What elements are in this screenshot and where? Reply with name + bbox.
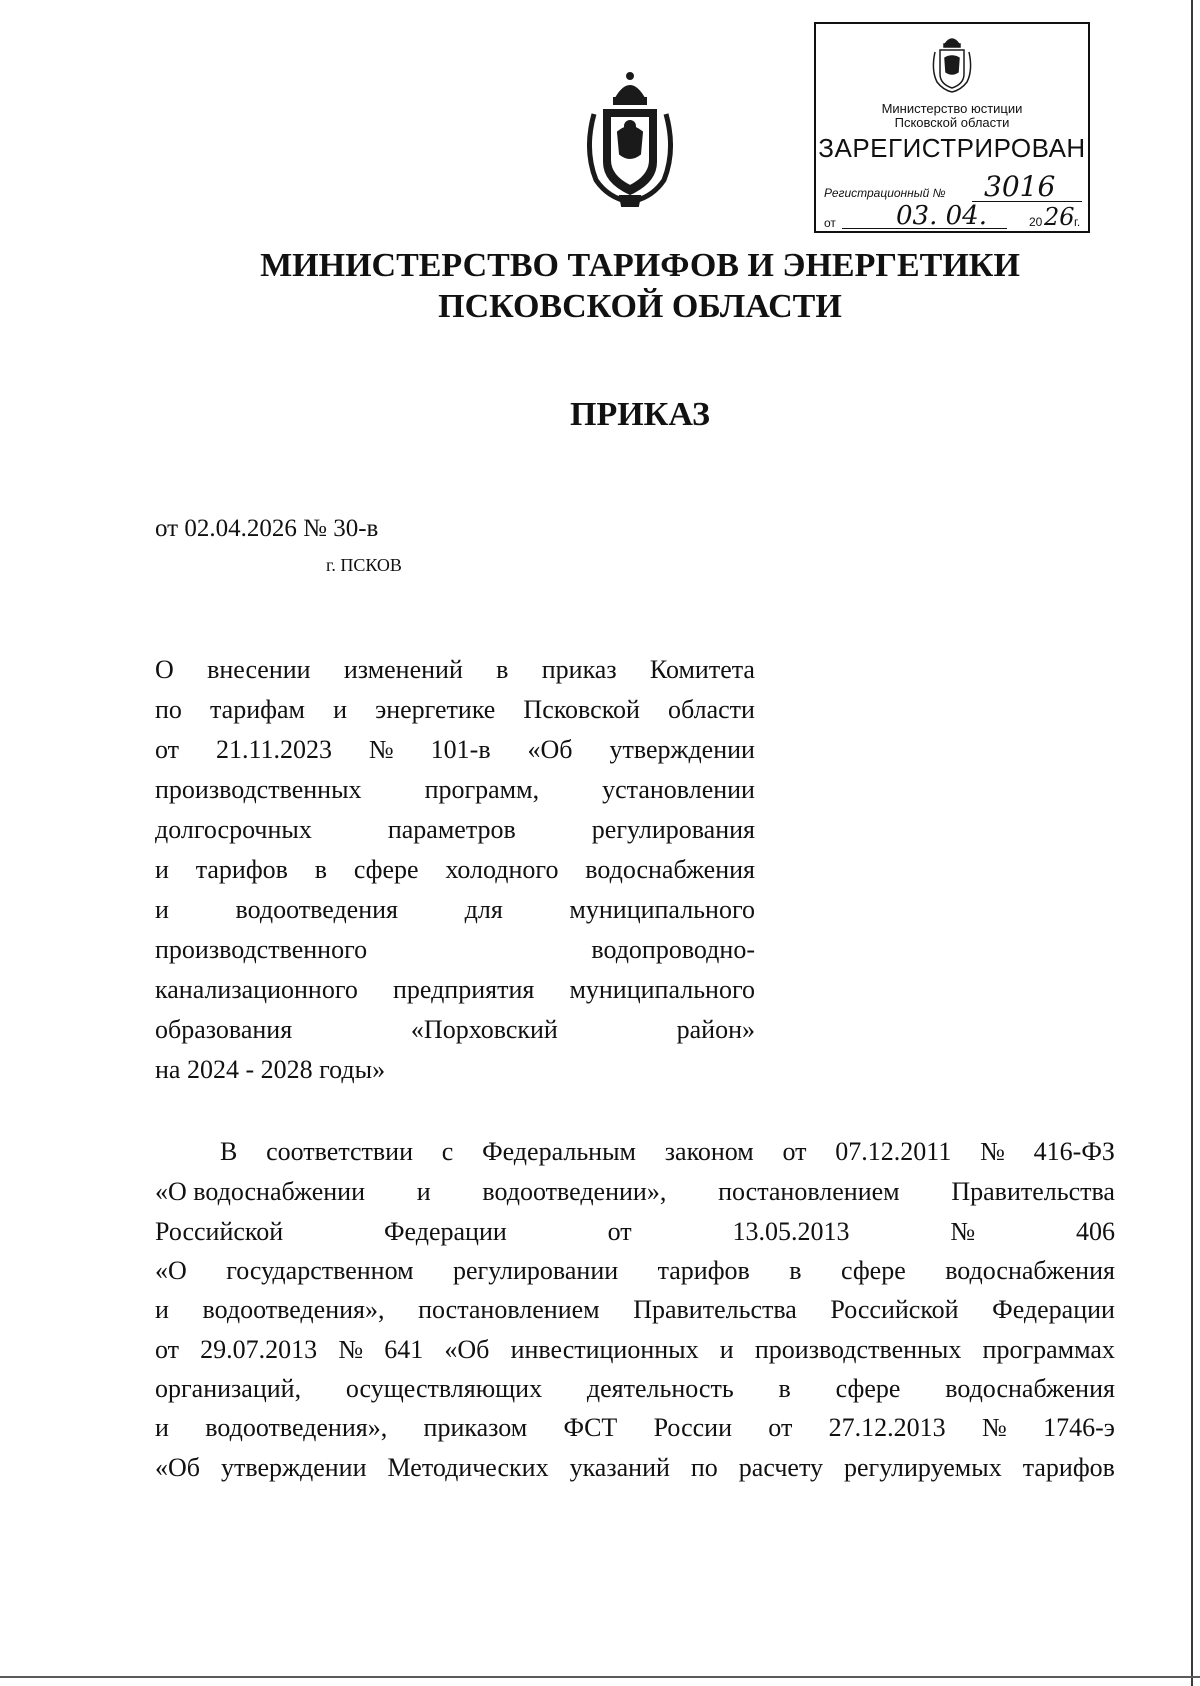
preamble-word: № [338, 1335, 364, 1364]
preamble-line [155, 1212, 1115, 1252]
subject-word: Комитета [649, 655, 755, 684]
subject-line [155, 650, 755, 690]
subject-word: холодного [445, 855, 559, 884]
subject-word: параметров [387, 815, 516, 844]
preamble-word: в [789, 1256, 802, 1285]
preamble-word: 07.12.2011 [835, 1137, 952, 1166]
preamble-word: осуществляющих [345, 1374, 543, 1403]
preamble-line [155, 1290, 1115, 1330]
preamble-word: от [768, 1413, 793, 1442]
preamble-line [155, 1251, 1115, 1291]
preamble-word: деятельность [586, 1374, 734, 1403]
preamble-word: и [155, 1295, 169, 1324]
preamble-word: производственных [754, 1335, 962, 1364]
order-subject [155, 650, 755, 1090]
subject-word: утверждении [609, 735, 755, 764]
preamble-line [155, 1172, 1115, 1212]
ministry-title-line1: МИНИСТЕРСТВО ТАРИФОВ И ЭНЕРГЕТИКИ [260, 247, 1020, 284]
preamble-line [155, 1448, 1115, 1488]
stamp-date-prefix: от [824, 216, 836, 230]
preamble-word: «О водоснабжении [155, 1177, 365, 1206]
preamble-word: программах [982, 1335, 1115, 1364]
subject-word: район» [676, 1015, 755, 1044]
preamble-word: постановлением [418, 1295, 600, 1324]
subject-word: предприятия [392, 975, 535, 1004]
document-type-heading: ПРИКАЗ [570, 396, 710, 433]
preamble-word: тарифов [1022, 1453, 1115, 1482]
preamble-word: и [155, 1413, 169, 1442]
preamble-word: указаний [569, 1453, 670, 1482]
subject-line [155, 970, 755, 1010]
stamp-status: ЗАРЕГИСТРИРОВАН [818, 133, 1086, 163]
preamble-word: в [778, 1374, 791, 1403]
preamble-line [155, 1408, 1115, 1448]
preamble-word: постановлением [718, 1177, 900, 1206]
preamble-word: с [441, 1137, 454, 1166]
subject-line [155, 850, 755, 890]
preamble-word: 1746-э [1043, 1413, 1115, 1442]
subject-word: долгосрочных [155, 815, 312, 844]
preamble-word: В [220, 1137, 238, 1166]
preamble-word: 27.12.2013 [828, 1413, 946, 1442]
preamble-word: от [782, 1137, 807, 1166]
preamble-word: утверждении [221, 1453, 367, 1482]
preamble-word: расчету [738, 1453, 823, 1482]
subject-word: № [368, 735, 394, 764]
preamble-word: ФСТ [563, 1413, 618, 1442]
preamble-line [220, 1132, 1115, 1172]
preamble-word: 641 [384, 1335, 424, 1364]
subject-word: сфере [353, 855, 419, 884]
subject-word: установлении [602, 775, 755, 804]
subject-word: 21.11.2023 [215, 735, 332, 764]
subject-word: области [668, 695, 755, 724]
subject-word: в [496, 655, 509, 684]
preamble-line [155, 1330, 1115, 1370]
stamp-coat-of-arms-icon [929, 32, 975, 94]
preamble-word: Федеральным [482, 1137, 637, 1166]
preamble-word: Российской [830, 1295, 959, 1324]
preamble-word: сфере [840, 1256, 906, 1285]
subject-line [155, 690, 755, 730]
preamble-word: регулировании [452, 1256, 619, 1285]
subject-word: внесении [207, 655, 311, 684]
preamble-word: 29.07.2013 [200, 1335, 318, 1364]
preamble-word: № [981, 1413, 1007, 1442]
subject-line [155, 1010, 755, 1050]
stamp-year-suffix: г. [1074, 215, 1081, 229]
subject-word: в [314, 855, 328, 884]
preamble-word: «О [155, 1256, 187, 1285]
preamble-word: водоснабжения [945, 1374, 1115, 1403]
preamble-word: 416-ФЗ [1033, 1137, 1115, 1166]
subject-word: тарифам [210, 695, 305, 724]
preamble-word: и [416, 1177, 431, 1206]
subject-word: от [155, 735, 180, 764]
subject-word: образования [155, 1015, 293, 1044]
stamp-date-value: 03. 04. [896, 201, 987, 231]
preamble-word: соответствии [266, 1137, 414, 1166]
subject-word: производственных [155, 775, 362, 804]
preamble-word: Правительства [633, 1295, 797, 1324]
stamp-reg-number-row [824, 170, 1082, 203]
subject-word: водопроводно- [591, 935, 755, 964]
subject-line [155, 930, 755, 970]
registration-stamp [814, 22, 1090, 233]
preamble-word: инвестиционных [510, 1335, 699, 1364]
preamble-word: законом [664, 1137, 754, 1166]
preamble-word: Правительства [951, 1177, 1115, 1206]
preamble-word: «Об [444, 1335, 490, 1364]
page-edge-bottom [0, 1676, 1200, 1678]
stamp-reg-label: Регистрационный № [824, 186, 946, 200]
subject-word: по [155, 695, 182, 724]
subject-word: энергетике [375, 695, 496, 724]
preamble-word: от [155, 1335, 180, 1364]
subject-word: и [155, 855, 169, 884]
subject-word: О [155, 655, 174, 684]
preamble-word: Федерации [992, 1295, 1115, 1324]
preamble-word: регулируемых [843, 1453, 1002, 1482]
subject-line [155, 730, 755, 770]
preamble-word: Методических [387, 1453, 549, 1482]
order-city: г. ПСКОВ [326, 555, 402, 575]
preamble-word: государственном [226, 1256, 414, 1285]
subject-word: тарифов [195, 855, 288, 884]
preamble-word: 13.05.2013 [732, 1217, 850, 1246]
subject-word: «Порховский [410, 1015, 558, 1044]
preamble-word: № [980, 1137, 1005, 1166]
stamp-year-value: 26 [1044, 203, 1075, 231]
subject-word: программ, [424, 775, 540, 804]
preamble-word: приказом [423, 1413, 528, 1442]
stamp-year-prefix: 20 [1029, 215, 1043, 229]
subject-word: и [333, 695, 347, 724]
subject-word: и [155, 895, 169, 924]
preamble-word: от [607, 1217, 632, 1246]
subject-word: регулирования [591, 815, 755, 844]
stamp-date-row [824, 201, 1082, 231]
preamble-word: водоснабжения [945, 1256, 1115, 1285]
subject-word: на 2024 - 2028 годы» [155, 1055, 386, 1084]
stamp-org-line2: Псковской области [894, 115, 1010, 130]
preamble-word: «Об [155, 1453, 201, 1482]
subject-word: производственного [155, 935, 368, 964]
subject-line [155, 890, 755, 930]
subject-word: водоснабжения [585, 855, 755, 884]
subject-word: Псковской [523, 695, 640, 724]
subject-word: канализационного [155, 975, 358, 1004]
preamble-word: и [719, 1335, 734, 1364]
ministry-title-line2: ПСКОВСКОЙ ОБЛАСТИ [438, 288, 842, 325]
preamble-word: № [950, 1217, 976, 1246]
preamble-word: организаций, [155, 1374, 302, 1403]
preamble-word: России [653, 1413, 732, 1442]
preamble-word: сфере [835, 1374, 901, 1403]
subject-word: муниципального [569, 895, 755, 924]
subject-line [155, 770, 755, 810]
preamble-word: тарифов [657, 1256, 750, 1285]
subject-line [155, 810, 755, 850]
subject-word: муниципального [569, 975, 755, 1004]
stamp-reg-number: 3016 [984, 170, 1056, 203]
order-date-number: от 02.04.2026 № 30-в [155, 515, 379, 542]
subject-word: водоотведения [235, 895, 399, 924]
preamble-word: Федерации [383, 1217, 507, 1246]
preamble-word: водоотведения», [202, 1295, 385, 1324]
preamble-word: водоотведении», [482, 1177, 667, 1206]
preamble-word: водоотведения», [205, 1413, 388, 1442]
subject-line [155, 1050, 755, 1090]
subject-word: приказ [541, 655, 617, 684]
subject-word: изменений [343, 655, 463, 684]
stamp-org-line1: Министерство юстиции [881, 101, 1023, 116]
preamble-word: по [690, 1453, 718, 1482]
preamble-line [155, 1369, 1115, 1409]
subject-word: «Об [527, 735, 573, 764]
subject-word: для [464, 895, 503, 924]
coat-of-arms-icon [580, 70, 680, 208]
preamble-word: Российской [155, 1217, 284, 1246]
preamble-word: 406 [1076, 1217, 1115, 1246]
subject-word: 101-в [430, 735, 491, 764]
